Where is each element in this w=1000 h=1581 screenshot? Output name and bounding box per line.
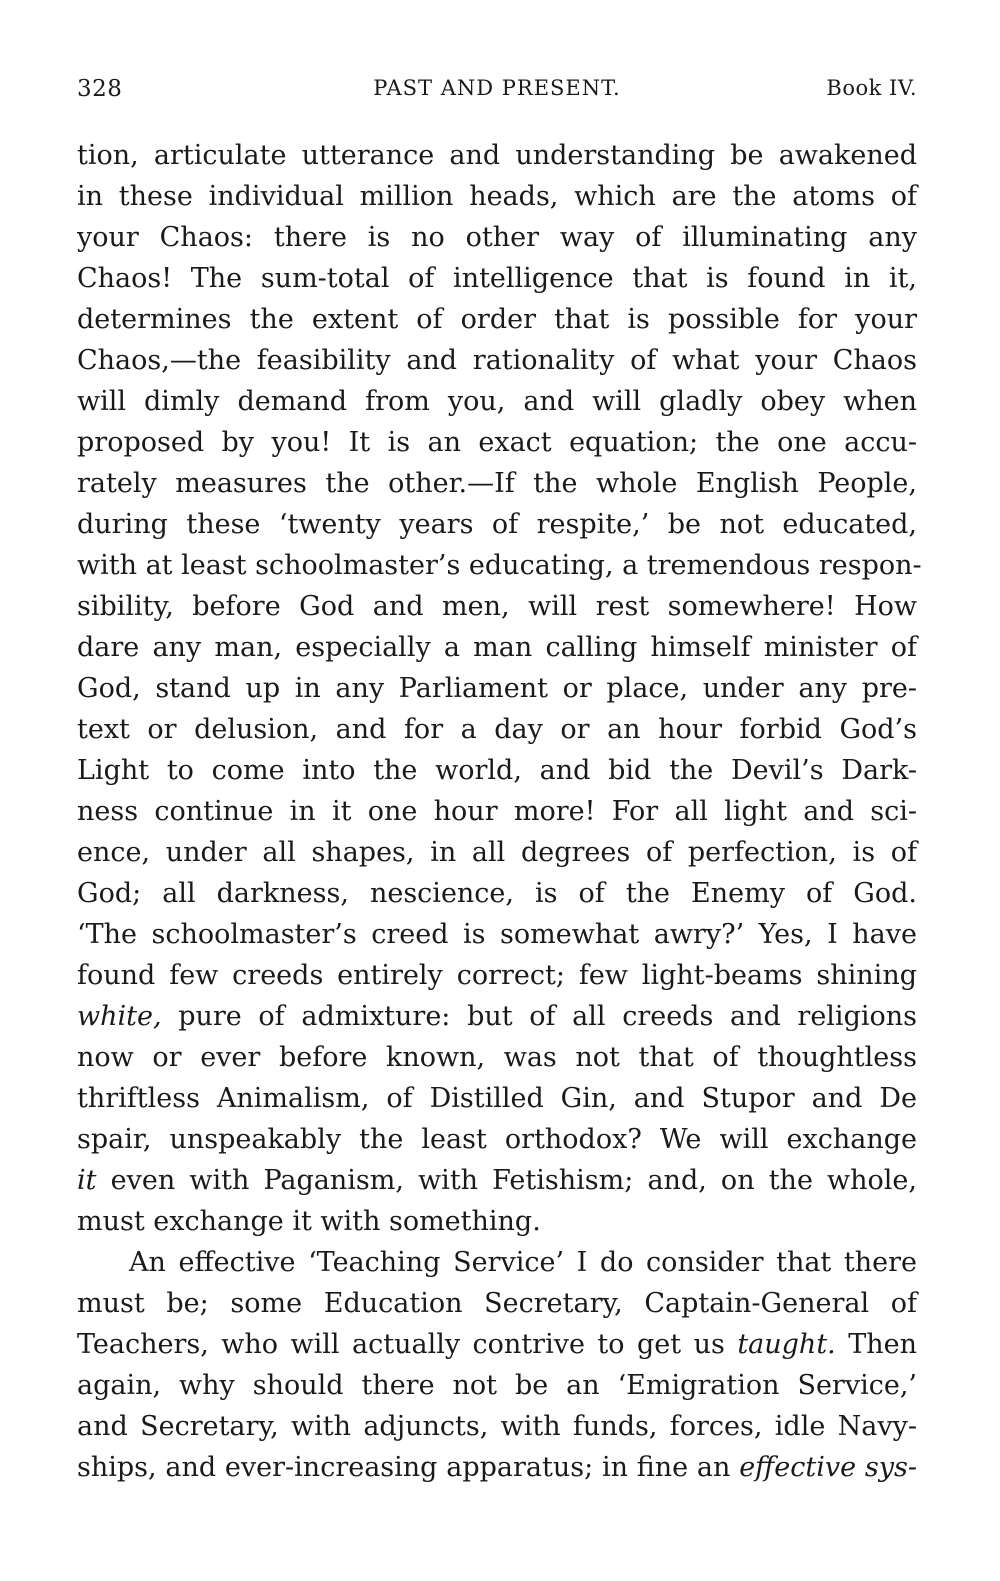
line-text: again, why should there not be an ‘Emigration Service,’ <box>77 1370 917 1401</box>
text-line <box>77 176 917 217</box>
line-text: during these ‘twenty years of respite,’ be not educated, <box>77 509 917 540</box>
italic-text: effective sys- <box>739 1452 917 1483</box>
text-line <box>77 709 917 750</box>
text-line <box>77 381 917 422</box>
text-line <box>77 1324 917 1365</box>
line-text: ness continue in it one hour more! For all light and sci- <box>77 796 917 827</box>
text-line <box>77 422 917 463</box>
line-text: tion, articulate utterance and understanding be awakened <box>77 140 917 171</box>
text-line <box>77 1078 917 1119</box>
text-line <box>77 873 917 914</box>
running-head <box>77 76 917 116</box>
text-line <box>77 1160 917 1201</box>
line-text: ships, and ever-increasing apparatus; in fine an <box>77 1452 740 1483</box>
text-line <box>77 504 917 545</box>
line-text: ence, under all shapes, in all degrees of perfection, is of <box>77 837 917 868</box>
line-text: your Chaos: there is no other way of illuminating any <box>77 222 917 253</box>
italic-text: white, <box>77 1001 162 1032</box>
text-line <box>77 217 917 258</box>
line-text: proposed by you! It is an exact equation; the one accu- <box>77 427 917 458</box>
line-text: ‘The schoolmaster’s creed is somewhat awry?’ Yes, I have <box>77 919 917 950</box>
running-title: PAST AND PRESENT. <box>373 76 621 100</box>
text-line <box>77 791 917 832</box>
text-line <box>77 1119 917 1160</box>
text-line <box>77 463 917 504</box>
line-text: God, stand up in any Parliament or place, under any pre- <box>77 673 917 704</box>
text-line <box>77 586 917 627</box>
text-line <box>77 955 917 996</box>
text-line <box>77 668 917 709</box>
line-text: must exchange it with something. <box>77 1206 541 1237</box>
line-text: Chaos! The sum-total of intelligence that is found in it, <box>77 263 917 294</box>
line-text: thriftless Animalism, of Distilled Gin, and Stupor and De <box>77 1083 917 1114</box>
text-line <box>77 258 917 299</box>
text-line <box>77 914 917 955</box>
line-text: rately measures the other.—If the whole English People, <box>77 468 917 499</box>
line-text-after: even with Paganism, with Fetishism; and, on the whole, <box>96 1165 917 1196</box>
text-line <box>77 545 922 586</box>
text-line <box>77 750 917 791</box>
line-text: God; all darkness, nescience, is of the Enemy of God. <box>77 878 917 909</box>
text-line <box>77 299 917 340</box>
line-text: and Secretary, with adjuncts, with funds, forces, idle Navy- <box>77 1411 917 1442</box>
text-line <box>77 1406 917 1447</box>
line-text: Chaos,—the feasibility and rationality of what your Chaos <box>77 345 917 376</box>
italic-text: taught. <box>737 1329 836 1360</box>
line-text: found few creeds entirely correct; few light-beams shining <box>77 960 917 991</box>
text-line <box>77 135 917 176</box>
line-text: text or delusion, and for a day or an hour forbid God’s <box>77 714 917 745</box>
text-line <box>77 1037 917 1078</box>
line-text: An effective ‘Teaching Service’ I do consider that there <box>129 1247 917 1278</box>
line-text: sibility, before God and men, will rest somewhere! How <box>77 591 917 622</box>
text-line <box>77 996 917 1037</box>
line-text: Teachers, who will actually contrive to get us <box>77 1329 738 1360</box>
page-number: 328 <box>77 76 123 102</box>
line-text: must be; some Education Secretary, Captain-General of <box>77 1288 917 1319</box>
book-number: Book IV. <box>826 76 917 100</box>
text-line <box>77 1242 917 1283</box>
line-text: Light to come into the world, and bid the Devil’s Dark- <box>77 755 917 786</box>
line-text: now or ever before known, was not that of thoughtless <box>77 1042 917 1073</box>
line-text: spair, unspeakably the least orthodox? We will exchange <box>77 1124 917 1155</box>
line-text-after: pure of admixture: but of all creeds and religions <box>161 1001 917 1032</box>
text-line <box>77 1201 917 1242</box>
line-text: with at least schoolmaster’s educating, a tremendous respon- <box>77 550 922 581</box>
text-line <box>77 832 917 873</box>
text-line <box>77 1447 917 1488</box>
text-line <box>77 1365 917 1406</box>
text-line <box>77 627 917 668</box>
line-text: determines the extent of order that is possible for your <box>77 304 917 335</box>
line-text: dare any man, especially a man calling himself minister of <box>77 632 917 663</box>
body-text <box>77 135 922 1488</box>
line-text-after: Then <box>835 1329 918 1360</box>
line-text: in these individual million heads, which are the atoms of <box>77 181 917 212</box>
text-line <box>77 340 917 381</box>
text-line <box>77 1283 917 1324</box>
line-text: will dimly demand from you, and will gladly obey when <box>77 386 917 417</box>
italic-text: it <box>77 1165 97 1196</box>
